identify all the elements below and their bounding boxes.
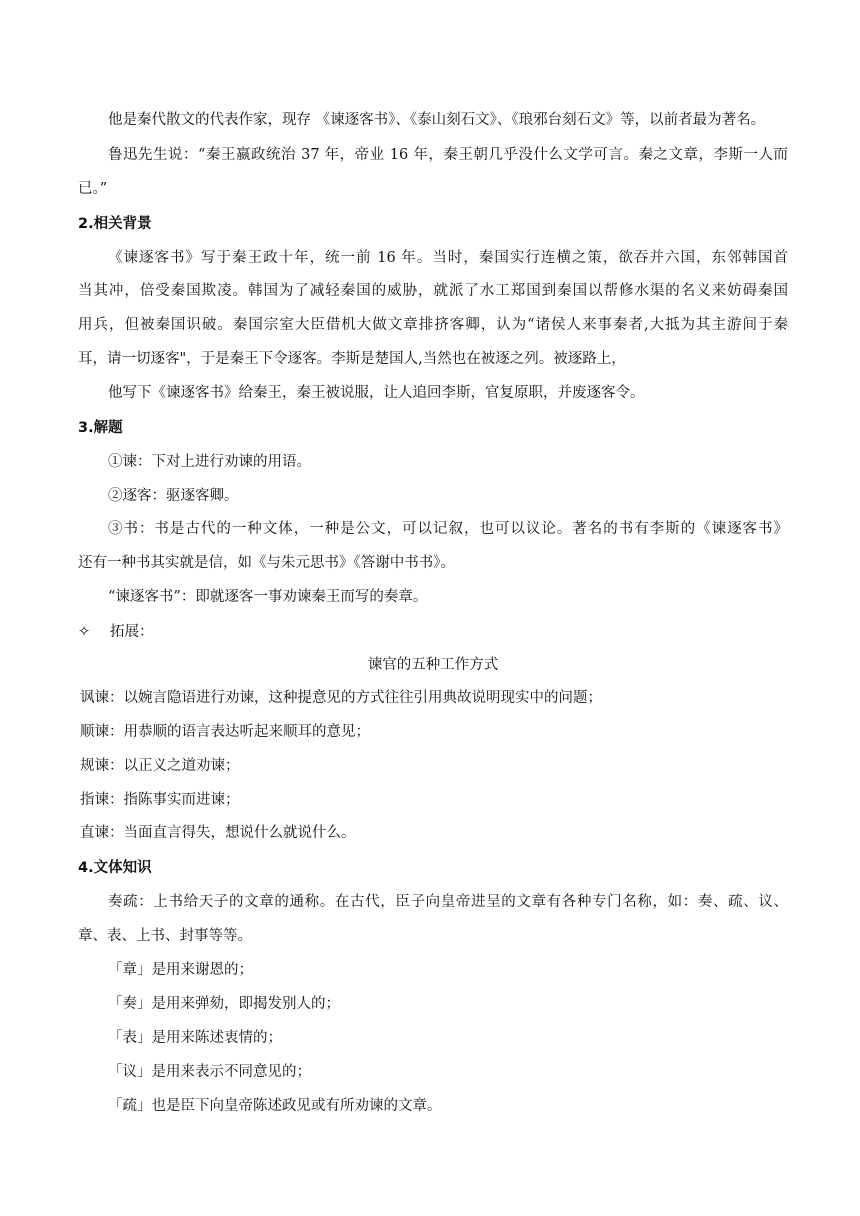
genre-item: 「表」是用来陈述衷情的；: [108, 1030, 282, 1046]
extension-item: 指谏：指陈事实而进谏；: [80, 792, 240, 808]
genre-line-1: 奏疏：上书给天子的文章的通称。在古代，臣子向皇帝进呈的文章有各种专门名称，如：奏、疏、议、: [108, 894, 788, 910]
title-summary: “谏逐客书”：即就逐客一事劝谏秦王而写的奏章。: [108, 589, 428, 605]
section-heading-title-explanation: 3.解题: [78, 420, 123, 436]
explanation-item-2: ②逐客：驱逐客卿。: [108, 488, 239, 504]
intro-paragraph: 他是秦代散文的代表作家，现存 《谏逐客书》、《泰山刻石文》、《琅邪台刻石文》等，以前者最为著名。: [108, 112, 766, 128]
background-line-5: 他写下《谏逐客书》给秦王，秦王被说服，让人追回李斯，官复原职，并废逐客令。: [108, 385, 645, 401]
section-heading-genre-knowledge: 4.文体知识: [78, 860, 152, 876]
extension-label-row: [78, 622, 788, 642]
extension-item: 规谏：以正义之道劝谏；: [80, 758, 240, 774]
section-heading-background: 2.相关背景: [78, 216, 152, 232]
luxun-quote-line-1: 鲁迅先生说：“秦王嬴政统治 37 年，帝业 16 年，秦王朝几乎没什么文学可言。秦之文章，李斯一人而: [108, 147, 788, 163]
extension-item: 讽谏：以婉言隐语进行劝谏，这种提意见的方式往往引用典故说明现实中的问题；: [80, 690, 602, 706]
background-line-4: 耳，请一切逐客"，于是秦王下令逐客。李斯是楚国人,当然也在被逐之列。被逐路上，: [78, 351, 626, 367]
genre-item: 「议」是用来表示不同意见的；: [108, 1064, 311, 1080]
explanation-item-1: ①谏：下对上进行劝谏的用语。: [108, 454, 311, 470]
extension-label: 拓展：: [110, 624, 154, 640]
genre-item: 「疏」也是臣下向皇帝陈述政见或有所劝谏的文章。: [108, 1098, 442, 1114]
genre-item: 「奏」是用来弹劾，即揭发别人的；: [108, 996, 340, 1012]
genre-item: 「章」是用来谢恩的；: [108, 962, 253, 978]
extension-item: 顺谏：用恭顺的语言表达听起来顺耳的意见；: [80, 724, 370, 740]
extension-item: 直谏：当面直言得失，想说什么就说什么。: [80, 825, 356, 841]
explanation-item-3-line-2: 还有一种书其实就是信，如《与朱元思书》《答谢中书书》。: [78, 555, 455, 571]
background-line-2: 当其冲，倍受秦国欺凌。韩国为了减轻秦国的威胁，就派了水工郑国到秦国以帮修水渠的名义来妨碍秦国: [78, 283, 788, 299]
background-line-1: 《谏逐客书》写于秦王政十年，统一前 16 年。当时，秦国实行连横之策，欲吞并六国，东邻韩国首: [108, 250, 788, 266]
background-line-3: 用兵，但被秦国识破。秦国宗室大臣借机大做文章排挤客卿，认为“诸侯人来事秦者,大抵为其主游间于秦: [78, 317, 788, 333]
genre-line-2: 章、表、上书、封事等等。: [78, 928, 252, 944]
luxun-quote-line-2: 已。”: [78, 181, 108, 197]
explanation-item-3-line-1: ③书：书是古代的一种文体，一种是公文，可以记叙，也可以议论。著名的书有李斯的《谏逐客书》: [108, 521, 788, 537]
star-icon: ✧: [78, 624, 91, 640]
extension-title: 谏官的五种工作方式: [367, 657, 499, 673]
